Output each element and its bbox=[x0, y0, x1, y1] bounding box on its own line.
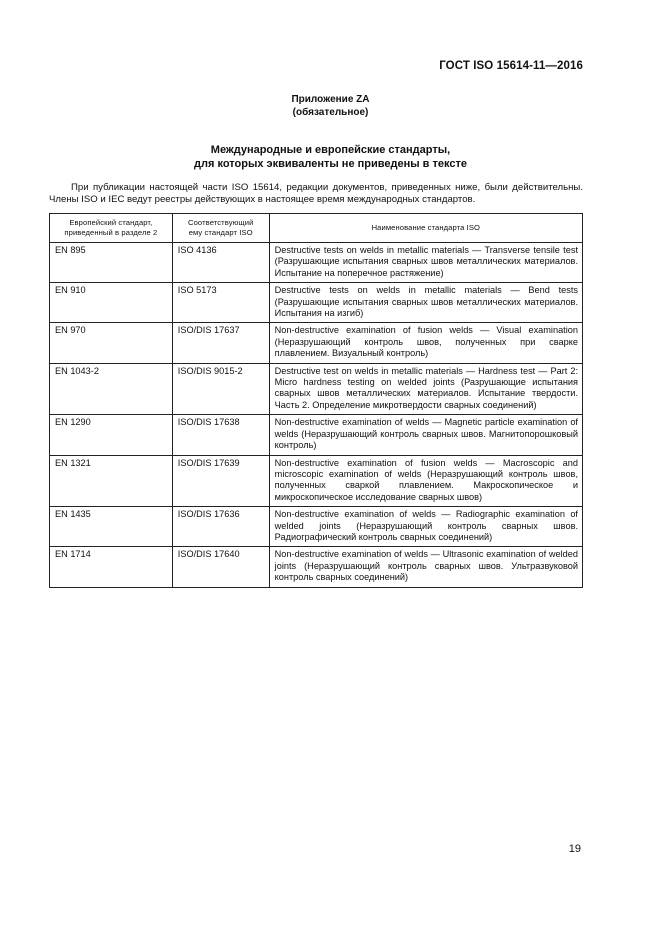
cell-eu: EN 1435 bbox=[50, 507, 173, 547]
cell-eu: EN 1321 bbox=[50, 455, 173, 507]
cell-iso: ISO/DIS 9015-2 bbox=[172, 363, 269, 415]
cell-iso: ISO/DIS 17640 bbox=[172, 547, 269, 587]
intro-paragraph bbox=[49, 182, 583, 206]
cell-name: Non-destructive examination of fusion welds — Visual examination (Неразрушающий контроль швов, полученных при сварке плавлением. Визуальный контроль) bbox=[269, 323, 582, 363]
header-european-standard bbox=[50, 214, 173, 243]
header-eu-line-1: Европейский стандарт, bbox=[69, 218, 153, 227]
cell-name: Non-destructive examination of welds — Magnetic particle examination of welds (Неразрушающий контроль сварных швов. Магнитопорошковый контроль) bbox=[269, 415, 582, 455]
header-eu-line-2: приведенный в разделе 2 bbox=[64, 228, 158, 237]
title-line-1: Международные и европейские стандарты, bbox=[210, 144, 451, 156]
header-iso-standard bbox=[172, 214, 269, 243]
table-row bbox=[50, 415, 583, 455]
table-row bbox=[50, 323, 583, 363]
cell-name: Destructive tests on welds in metallic materials — Transverse tensile test (Разрушающие испытания сварных швов металлических материалов. Испытание на поперечное растяжение) bbox=[269, 243, 582, 283]
header-standard-name: Наименование стандарта ISO bbox=[269, 214, 582, 243]
cell-iso: ISO/DIS 17636 bbox=[172, 507, 269, 547]
table-row bbox=[50, 283, 583, 323]
cell-name: Non-destructive examination of welds — Radiographic examination of welded joints (Неразрушающий контроль сварных швов. Радиографический контроль сварных соединений) bbox=[269, 507, 582, 547]
page-title bbox=[0, 143, 661, 171]
cell-name: Non-destructive examination of fusion welds — Macroscopic and microscopic examination of welds (Неразрушающий контроль швов, полученных сваркой плавлением. Макроскопическое и микроскопическое исследование сварных швов) bbox=[269, 455, 582, 507]
annex-heading bbox=[0, 93, 661, 119]
table-row bbox=[50, 363, 583, 415]
annex-label: Приложение ZA bbox=[291, 94, 370, 105]
cell-eu: EN 1290 bbox=[50, 415, 173, 455]
cell-name: Destructive tests on welds in metallic materials — Bend tests (Разрушающие испытания сварных швов металлических материалов. Испытания на изгиб) bbox=[269, 283, 582, 323]
cell-iso: ISO 4136 bbox=[172, 243, 269, 283]
table-row bbox=[50, 243, 583, 283]
document-code: ГОСТ ISO 15614-11—2016 bbox=[439, 60, 583, 72]
page-number: 19 bbox=[568, 843, 581, 855]
cell-eu: EN 1714 bbox=[50, 547, 173, 587]
cell-name: Non-destructive examination of welds — Ultrasonic examination of welded joints (Неразрушающий контроль сварных швов. Ультразвуковой контроль сварных соединений) bbox=[269, 547, 582, 587]
cell-eu: EN 895 bbox=[50, 243, 173, 283]
cell-iso: ISO/DIS 17639 bbox=[172, 455, 269, 507]
cell-eu: EN 970 bbox=[50, 323, 173, 363]
cell-iso: ISO/DIS 17637 bbox=[172, 323, 269, 363]
table-row bbox=[50, 507, 583, 547]
annex-status: (обязательное) bbox=[292, 107, 369, 118]
header-iso-line-1: Соответствующий bbox=[188, 218, 254, 227]
table-header-row bbox=[50, 214, 583, 243]
intro-text: При публикации настоящей части ISO 15614, редакции документов, приведенных ниже, были действительны. Члены ISO и IEC ведут реестры действующих в настоящее время международных стандартов. bbox=[49, 182, 583, 205]
standards-table bbox=[49, 213, 583, 588]
header-iso-line-2: ему стандарт ISO bbox=[188, 228, 253, 237]
cell-eu: EN 1043-2 bbox=[50, 363, 173, 415]
cell-eu: EN 910 bbox=[50, 283, 173, 323]
cell-iso: ISO 5173 bbox=[172, 283, 269, 323]
table-row bbox=[50, 455, 583, 507]
table-row bbox=[50, 547, 583, 587]
title-line-2: для которых эквиваленты не приведены в тексте bbox=[194, 158, 467, 170]
cell-iso: ISO/DIS 17638 bbox=[172, 415, 269, 455]
cell-name: Destructive test on welds in metallic materials — Hardness test — Part 2: Micro hardness testing on welded joints (Разрушающие испытания сварных швов металлических материалов. Испытание твердости. Часть 2. Определение микротвердости сварных соединений) bbox=[269, 363, 582, 415]
